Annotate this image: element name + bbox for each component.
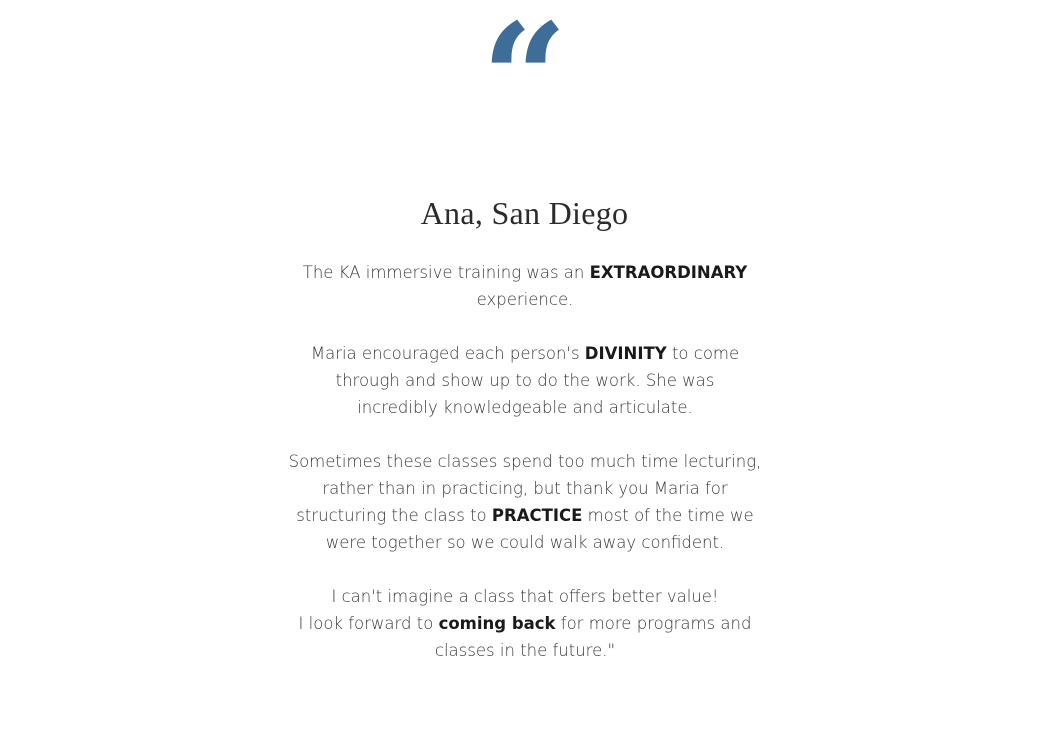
- testimonial-line: I can't imagine a class that offers better value!: [331, 587, 719, 606]
- testimonial-line: were together so we could walk away confident.: [325, 533, 725, 552]
- testimonial-line: Sometimes these classes spend too much time lecturing,: [288, 452, 762, 471]
- testimonial-line: experience.: [476, 290, 574, 309]
- testimonial-line: incredibly knowledgeable and articulate.: [357, 398, 693, 417]
- testimonial-line: I look forward to coming back for more programs and: [298, 614, 752, 633]
- testimonial-line: classes in the future.": [434, 641, 616, 660]
- testimonial-line: rather than in practicing, but thank you Maria for: [322, 479, 728, 498]
- emphasis-text: coming back: [438, 614, 556, 633]
- testimonial-author: Ana, San Diego: [420, 195, 629, 231]
- testimonial-paragraph: [244, 448, 806, 556]
- testimonial-body: [244, 259, 806, 664]
- quote-mark-icon: “: [481, 4, 568, 114]
- testimonial-paragraph: [244, 340, 806, 421]
- testimonial-line: The KA immersive training was an EXTRAORDINARY: [302, 263, 748, 282]
- testimonial-line: structuring the class to PRACTICE most of the time we: [296, 506, 754, 525]
- emphasis-text: DIVINITY: [584, 344, 667, 363]
- emphasis-text: EXTRAORDINARY: [589, 263, 748, 282]
- testimonial-line: through and show up to do the work. She was: [335, 371, 715, 390]
- testimonial-paragraph: [244, 583, 806, 664]
- testimonial-paragraph: [244, 259, 806, 313]
- testimonial-line: Maria encouraged each person's DIVINITY to come: [310, 344, 740, 363]
- emphasis-text: PRACTICE: [491, 506, 583, 525]
